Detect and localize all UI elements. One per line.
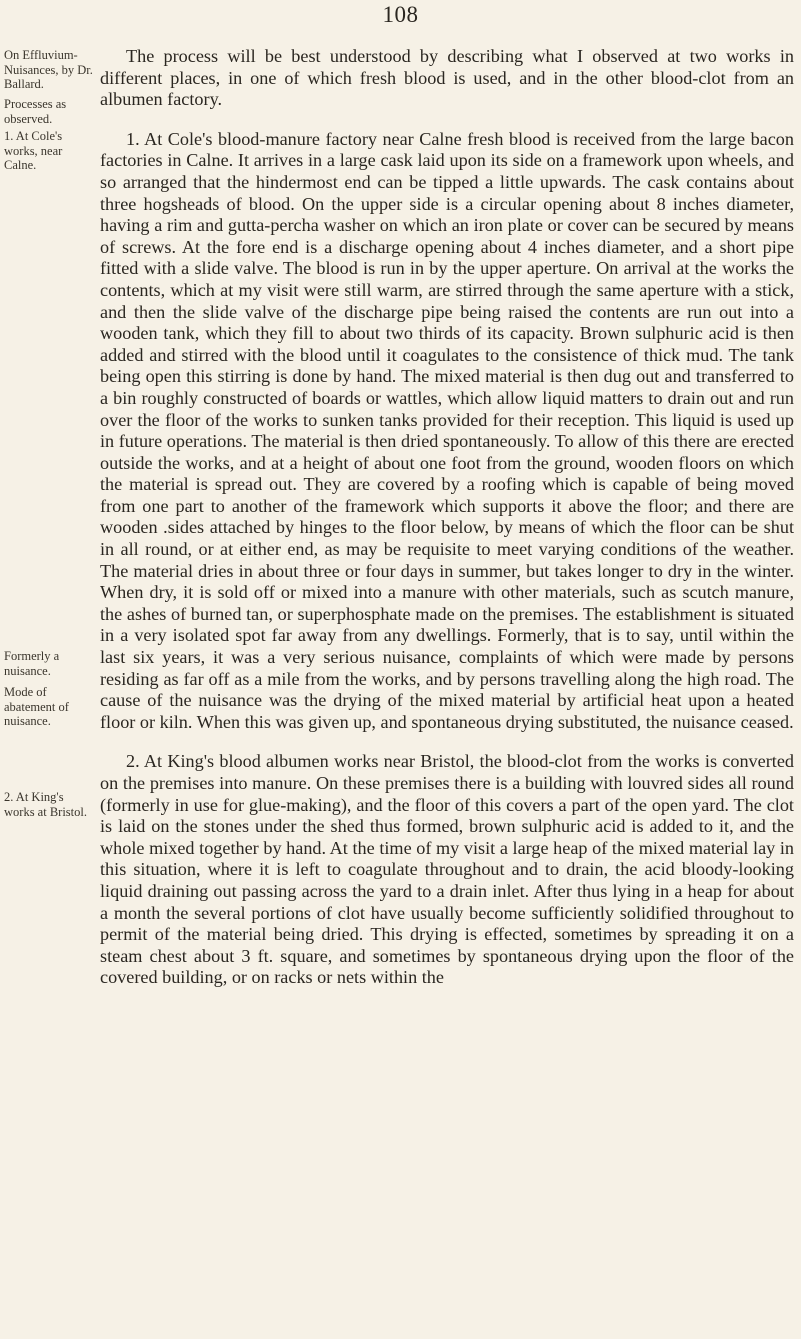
paragraph-coles-works: 1. At Cole's blood-manure factory near Calne fresh blood is received from the large bacon factories in Calne. It arrives in a large cask laid upon its side on a framework upon wheels, and so arranged that the hindermost end can be tipped a little upwards. The cask contains about three hogsheads of blood. On the upper side is a circular opening about 8 inches diameter, having a rim and gutta-percha washer on which an iron plate or cover can be secured by means of screws. At the fore end is a discharge opening about 4 inches diameter, and a short pipe fitted with a slide valve. The blood is run in by the upper aperture. On arrival at the works the contents, which at my visit were still warm, are stirred through the same aperture with a stick, and then the slide valve of the discharge pipe being raised the contents are run out into a wooden tank, which they fill to about two thirds of its capacity. Brown sulphuric acid is then added and stirred with the blood until it coagulates to the consistence of thick mud. The tank being open this stirring is done by hand. The mixed material is then dug out and transferred to a bin roughly constructed of boards or wattles, which allow liquid matters to drain out and run over the floor of the works to sunken tanks provided for their reception. This liquid is used up in future operations. The material is then dried spontaneously. To allow of this there are erected outside the works, and at a height of about one foot from the ground, wooden floors on which the material is spread out. They are covered by a roofing which is capable of being moved from one part to another of the framework which supports it above the floor; and there are wooden .sides attached by hinges to the floor below, by means of which the floor can be shut in all round, or at either end, as may be requisite to meet varying conditions of the weather. The material dries in about three or four days in summer, but takes longer to dry in the winter. When dry, it is sold off or mixed into a manure with other materials, such as scutch manure, the ashes of burned tan, or superphosphate made on the premises. The establishment is situated in a very isolated spot far away from any dwellings. Formerly, that is to say, until within the last six years, it was a very serious nuisance, complaints of which were made by persons residing as far off as a mile from the works, and by persons travelling along the high road. The cause of the nuisance was the drying of the mixed material by artificial heat upon a heated floor or kiln. When this was given up, and spontaneous drying substituted, the nuisance ceased.: [100, 128, 794, 732]
margin-note-kings-works: 2. At King's works at Bristol.: [4, 790, 87, 819]
margin-note-running-head: On Effluvium-Nuisances, by Dr. Ballard.: [4, 48, 93, 91]
paragraph-kings-works: 2. At King's blood albumen works near Bristol, the blood-clot from the works is converted on the premises into manure. On these premises there is a building with louvred sides all round (formerly in use for glue-making), and the floor of this covers a part of the open yard. The clot is laid on the stones under the shed thus formed, brown sulphuric acid is added to it, and the whole mixed together by hand. At the time of my visit a large heap of the mixed material lay in this situation, where it is left to coagulate throughout and to drain, the acid bloody-looking liquid draining out passing across the yard to a drain inlet. After thus lying in a heap for about a month the several portions of clot have usually become sufficiently solidified throughout to permit of the material being dried. This drying is effected, sometimes by spreading it on a steam chest about 3 ft. square, and sometimes by spontaneous drying upon the floor of the covered building, or on racks or nets within the: [100, 751, 794, 988]
paragraph-intro: The process will be best understood by describing what I observed at two works in different places, in one of which fresh blood is used, and in the other blood-clot from an albumen factory.: [100, 46, 794, 110]
margin-note-processes: Processes as observed.: [4, 97, 67, 126]
margin-note-formerly-nuisance: Formerly a nuisance.: [4, 649, 60, 678]
body-text: [100, 46, 794, 1007]
margin-note-coles-works: 1. At Cole's works, near Calne.: [4, 129, 63, 172]
margin-note-mode-abatement: Mode of abatement of nuisance.: [4, 685, 69, 728]
page-number: 108: [382, 2, 419, 27]
